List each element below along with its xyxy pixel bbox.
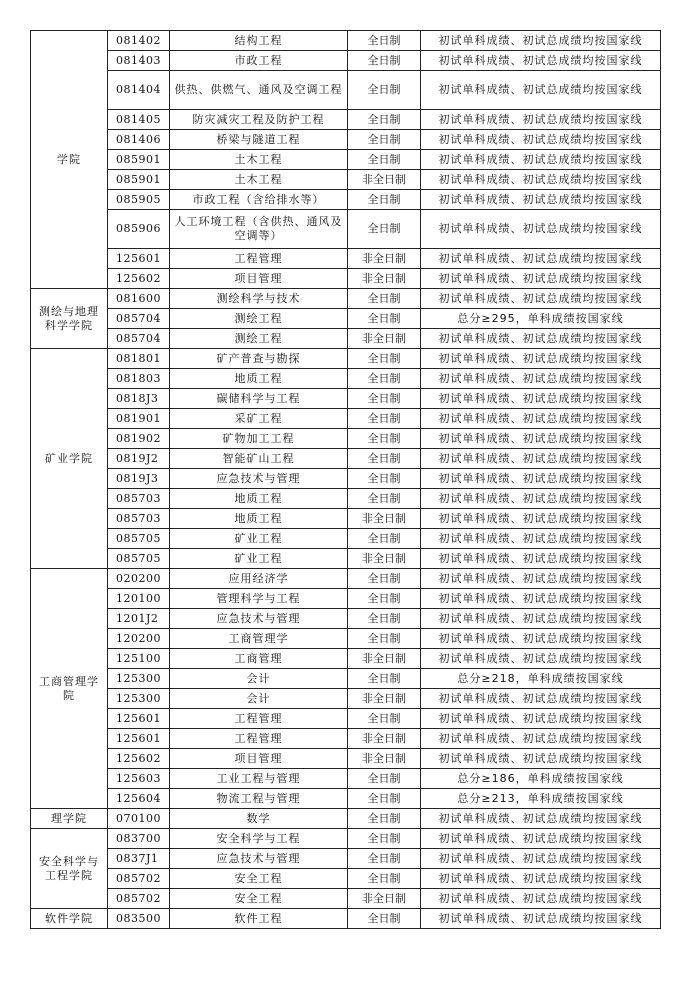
table-row <box>31 909 661 929</box>
table-row <box>31 71 661 110</box>
code-cell: 085704 <box>108 309 170 329</box>
table-row <box>31 31 661 51</box>
major-cell: 桥梁与隧道工程 <box>170 130 348 150</box>
table-row <box>31 789 661 809</box>
code-cell: 020200 <box>108 569 170 589</box>
study-mode-cell: 全日制 <box>348 210 421 249</box>
requirement-cell: 初试单科成绩、初试总成绩均按国家线 <box>421 329 661 349</box>
requirement-cell: 初试单科成绩、初试总成绩均按国家线 <box>421 409 661 429</box>
college-cell: 软件学院 <box>31 909 108 929</box>
major-cell: 工程管理 <box>170 709 348 729</box>
code-cell: 125602 <box>108 269 170 289</box>
table-row <box>31 269 661 289</box>
admission-score-table <box>30 30 661 929</box>
code-cell: 1201J2 <box>108 609 170 629</box>
code-cell: 0837J1 <box>108 849 170 869</box>
major-cell: 物流工程与管理 <box>170 789 348 809</box>
study-mode-cell: 非全日制 <box>348 329 421 349</box>
requirement-cell: 初试单科成绩、初试总成绩均按国家线 <box>421 150 661 170</box>
study-mode-cell: 全日制 <box>348 709 421 729</box>
major-cell: 测绘工程 <box>170 329 348 349</box>
requirement-cell: 初试单科成绩、初试总成绩均按国家线 <box>421 210 661 249</box>
table-row <box>31 249 661 269</box>
requirement-cell: 初试单科成绩、初试总成绩均按国家线 <box>421 369 661 389</box>
table-row <box>31 110 661 130</box>
study-mode-cell: 非全日制 <box>348 749 421 769</box>
study-mode-cell: 非全日制 <box>348 170 421 190</box>
major-cell: 市政工程 <box>170 51 348 71</box>
study-mode-cell: 全日制 <box>348 529 421 549</box>
major-cell: 矿物加工工程 <box>170 429 348 449</box>
requirement-cell: 初试单科成绩、初试总成绩均按国家线 <box>421 709 661 729</box>
code-cell: 083500 <box>108 909 170 929</box>
college-cell: 学院 <box>31 31 108 289</box>
requirement-cell: 总分≥295，单科成绩按国家线 <box>421 309 661 329</box>
major-cell: 测绘工程 <box>170 309 348 329</box>
requirement-cell: 初试单科成绩、初试总成绩均按国家线 <box>421 829 661 849</box>
table-row <box>31 829 661 849</box>
college-cell: 工商管理学院 <box>31 569 108 809</box>
study-mode-cell: 全日制 <box>348 829 421 849</box>
study-mode-cell: 全日制 <box>348 769 421 789</box>
table-row <box>31 309 661 329</box>
major-cell: 矿业工程 <box>170 549 348 569</box>
requirement-cell: 初试单科成绩、初试总成绩均按国家线 <box>421 249 661 269</box>
code-cell: 081600 <box>108 289 170 309</box>
study-mode-cell: 全日制 <box>348 31 421 51</box>
requirement-cell: 初试单科成绩、初试总成绩均按国家线 <box>421 529 661 549</box>
college-cell: 理学院 <box>31 809 108 829</box>
major-cell: 项目管理 <box>170 749 348 769</box>
major-cell: 供热、供燃气、通风及空调工程 <box>170 71 348 110</box>
study-mode-cell: 全日制 <box>348 449 421 469</box>
major-cell: 智能矿山工程 <box>170 449 348 469</box>
study-mode-cell: 非全日制 <box>348 509 421 529</box>
major-cell: 应急技术与管理 <box>170 609 348 629</box>
requirement-cell: 初试单科成绩、初试总成绩均按国家线 <box>421 689 661 709</box>
table-row <box>31 210 661 249</box>
code-cell: 125601 <box>108 249 170 269</box>
requirement-cell: 总分≥186，单科成绩按国家线 <box>421 769 661 789</box>
table-row <box>31 469 661 489</box>
table-row <box>31 869 661 889</box>
code-cell: 070100 <box>108 809 170 829</box>
table-body <box>31 31 661 929</box>
requirement-cell: 初试单科成绩、初试总成绩均按国家线 <box>421 909 661 929</box>
major-cell: 会计 <box>170 689 348 709</box>
code-cell: 120100 <box>108 589 170 609</box>
code-cell: 085702 <box>108 889 170 909</box>
code-cell: 0818J3 <box>108 389 170 409</box>
requirement-cell: 初试单科成绩、初试总成绩均按国家线 <box>421 749 661 769</box>
code-cell: 085703 <box>108 489 170 509</box>
table-row <box>31 689 661 709</box>
major-cell: 应急技术与管理 <box>170 469 348 489</box>
study-mode-cell: 非全日制 <box>348 729 421 749</box>
study-mode-cell: 非全日制 <box>348 689 421 709</box>
table-row <box>31 409 661 429</box>
study-mode-cell: 全日制 <box>348 589 421 609</box>
study-mode-cell: 全日制 <box>348 409 421 429</box>
study-mode-cell: 全日制 <box>348 489 421 509</box>
code-cell: 081803 <box>108 369 170 389</box>
study-mode-cell: 全日制 <box>348 130 421 150</box>
major-cell: 工程管理 <box>170 249 348 269</box>
table-row <box>31 529 661 549</box>
major-cell: 结构工程 <box>170 31 348 51</box>
requirement-cell: 初试单科成绩、初试总成绩均按国家线 <box>421 849 661 869</box>
table-row <box>31 889 661 909</box>
table-row <box>31 190 661 210</box>
major-cell: 安全科学与工程 <box>170 829 348 849</box>
major-cell: 地质工程 <box>170 489 348 509</box>
code-cell: 085702 <box>108 869 170 889</box>
major-cell: 应急技术与管理 <box>170 849 348 869</box>
code-cell: 125604 <box>108 789 170 809</box>
table-row <box>31 569 661 589</box>
code-cell: 125602 <box>108 749 170 769</box>
table-row <box>31 669 661 689</box>
code-cell: 125300 <box>108 689 170 709</box>
study-mode-cell: 非全日制 <box>348 649 421 669</box>
table-row <box>31 429 661 449</box>
college-cell: 矿业学院 <box>31 349 108 569</box>
study-mode-cell: 全日制 <box>348 110 421 130</box>
major-cell: 工业工程与管理 <box>170 769 348 789</box>
study-mode-cell: 全日制 <box>348 289 421 309</box>
table-row <box>31 549 661 569</box>
study-mode-cell: 全日制 <box>348 71 421 110</box>
code-cell: 085703 <box>108 509 170 529</box>
code-cell: 0819J3 <box>108 469 170 489</box>
code-cell: 085705 <box>108 549 170 569</box>
study-mode-cell: 全日制 <box>348 429 421 449</box>
major-cell: 碳储科学与工程 <box>170 389 348 409</box>
table-row <box>31 449 661 469</box>
major-cell: 采矿工程 <box>170 409 348 429</box>
study-mode-cell: 全日制 <box>348 789 421 809</box>
code-cell: 081902 <box>108 429 170 449</box>
table-row <box>31 609 661 629</box>
code-cell: 083700 <box>108 829 170 849</box>
table-row <box>31 289 661 309</box>
table-row <box>31 769 661 789</box>
requirement-cell: 初试单科成绩、初试总成绩均按国家线 <box>421 549 661 569</box>
requirement-cell: 初试单科成绩、初试总成绩均按国家线 <box>421 729 661 749</box>
study-mode-cell: 全日制 <box>348 389 421 409</box>
major-cell: 测绘科学与技术 <box>170 289 348 309</box>
major-cell: 工商管理 <box>170 649 348 669</box>
major-cell: 应用经济学 <box>170 569 348 589</box>
table-row <box>31 489 661 509</box>
table-row <box>31 170 661 190</box>
major-cell: 人工环境工程（含供热、通风及空调等） <box>170 210 348 249</box>
requirement-cell: 初试单科成绩、初试总成绩均按国家线 <box>421 629 661 649</box>
study-mode-cell: 全日制 <box>348 51 421 71</box>
requirement-cell: 初试单科成绩、初试总成绩均按国家线 <box>421 130 661 150</box>
study-mode-cell: 全日制 <box>348 629 421 649</box>
code-cell: 085705 <box>108 529 170 549</box>
major-cell: 工商管理学 <box>170 629 348 649</box>
code-cell: 125300 <box>108 669 170 689</box>
table-row <box>31 849 661 869</box>
code-cell: 125601 <box>108 729 170 749</box>
requirement-cell: 初试单科成绩、初试总成绩均按国家线 <box>421 51 661 71</box>
requirement-cell: 初试单科成绩、初试总成绩均按国家线 <box>421 889 661 909</box>
study-mode-cell: 全日制 <box>348 849 421 869</box>
requirement-cell: 初试单科成绩、初试总成绩均按国家线 <box>421 429 661 449</box>
major-cell: 会计 <box>170 669 348 689</box>
major-cell: 安全工程 <box>170 869 348 889</box>
major-cell: 管理科学与工程 <box>170 589 348 609</box>
table-row <box>31 349 661 369</box>
table-row <box>31 150 661 170</box>
table-row <box>31 329 661 349</box>
major-cell: 项目管理 <box>170 269 348 289</box>
major-cell: 安全工程 <box>170 889 348 909</box>
table-row <box>31 369 661 389</box>
requirement-cell: 初试单科成绩、初试总成绩均按国家线 <box>421 71 661 110</box>
study-mode-cell: 全日制 <box>348 369 421 389</box>
requirement-cell: 初试单科成绩、初试总成绩均按国家线 <box>421 469 661 489</box>
major-cell: 土木工程 <box>170 150 348 170</box>
study-mode-cell: 全日制 <box>348 809 421 829</box>
table-row <box>31 809 661 829</box>
requirement-cell: 初试单科成绩、初试总成绩均按国家线 <box>421 389 661 409</box>
code-cell: 085901 <box>108 150 170 170</box>
table-row <box>31 51 661 71</box>
table-row <box>31 629 661 649</box>
major-cell: 地质工程 <box>170 369 348 389</box>
code-cell: 085906 <box>108 210 170 249</box>
requirement-cell: 初试单科成绩、初试总成绩均按国家线 <box>421 489 661 509</box>
code-cell: 085901 <box>108 170 170 190</box>
code-cell: 125601 <box>108 709 170 729</box>
table-row <box>31 749 661 769</box>
requirement-cell: 初试单科成绩、初试总成绩均按国家线 <box>421 869 661 889</box>
code-cell: 125603 <box>108 769 170 789</box>
major-cell: 软件工程 <box>170 909 348 929</box>
requirement-cell: 初试单科成绩、初试总成绩均按国家线 <box>421 31 661 51</box>
table-row <box>31 389 661 409</box>
code-cell: 0819J2 <box>108 449 170 469</box>
study-mode-cell: 非全日制 <box>348 549 421 569</box>
table-row <box>31 509 661 529</box>
study-mode-cell: 全日制 <box>348 150 421 170</box>
code-cell: 081901 <box>108 409 170 429</box>
study-mode-cell: 全日制 <box>348 309 421 329</box>
requirement-cell: 初试单科成绩、初试总成绩均按国家线 <box>421 349 661 369</box>
code-cell: 081801 <box>108 349 170 369</box>
study-mode-cell: 全日制 <box>348 909 421 929</box>
table-row <box>31 729 661 749</box>
study-mode-cell: 非全日制 <box>348 249 421 269</box>
study-mode-cell: 非全日制 <box>348 889 421 909</box>
major-cell: 土木工程 <box>170 170 348 190</box>
code-cell: 120200 <box>108 629 170 649</box>
major-cell: 数学 <box>170 809 348 829</box>
study-mode-cell: 全日制 <box>348 349 421 369</box>
major-cell: 矿产普查与勘探 <box>170 349 348 369</box>
code-cell: 081404 <box>108 71 170 110</box>
requirement-cell: 初试单科成绩、初试总成绩均按国家线 <box>421 170 661 190</box>
table-row <box>31 130 661 150</box>
major-cell: 矿业工程 <box>170 529 348 549</box>
requirement-cell: 初试单科成绩、初试总成绩均按国家线 <box>421 289 661 309</box>
requirement-cell: 总分≥218，单科成绩按国家线 <box>421 669 661 689</box>
college-cell: 安全科学与工程学院 <box>31 829 108 909</box>
college-cell: 测绘与地理科学学院 <box>31 289 108 349</box>
table-row <box>31 709 661 729</box>
code-cell: 081405 <box>108 110 170 130</box>
study-mode-cell: 全日制 <box>348 669 421 689</box>
requirement-cell: 初试单科成绩、初试总成绩均按国家线 <box>421 649 661 669</box>
study-mode-cell: 非全日制 <box>348 269 421 289</box>
code-cell: 125100 <box>108 649 170 669</box>
requirement-cell: 初试单科成绩、初试总成绩均按国家线 <box>421 509 661 529</box>
major-cell: 防灾减灾工程及防护工程 <box>170 110 348 130</box>
study-mode-cell: 全日制 <box>348 569 421 589</box>
requirement-cell: 总分≥213，单科成绩按国家线 <box>421 789 661 809</box>
requirement-cell: 初试单科成绩、初试总成绩均按国家线 <box>421 589 661 609</box>
study-mode-cell: 全日制 <box>348 190 421 210</box>
code-cell: 081402 <box>108 31 170 51</box>
study-mode-cell: 全日制 <box>348 469 421 489</box>
requirement-cell: 初试单科成绩、初试总成绩均按国家线 <box>421 190 661 210</box>
requirement-cell: 初试单科成绩、初试总成绩均按国家线 <box>421 609 661 629</box>
table-row <box>31 649 661 669</box>
requirement-cell: 初试单科成绩、初试总成绩均按国家线 <box>421 809 661 829</box>
study-mode-cell: 全日制 <box>348 869 421 889</box>
requirement-cell: 初试单科成绩、初试总成绩均按国家线 <box>421 110 661 130</box>
major-cell: 地质工程 <box>170 509 348 529</box>
code-cell: 081403 <box>108 51 170 71</box>
study-mode-cell: 全日制 <box>348 609 421 629</box>
requirement-cell: 初试单科成绩、初试总成绩均按国家线 <box>421 269 661 289</box>
requirement-cell: 初试单科成绩、初试总成绩均按国家线 <box>421 569 661 589</box>
requirement-cell: 初试单科成绩、初试总成绩均按国家线 <box>421 449 661 469</box>
code-cell: 081406 <box>108 130 170 150</box>
major-cell: 市政工程（含给排水等） <box>170 190 348 210</box>
table-row <box>31 589 661 609</box>
code-cell: 085905 <box>108 190 170 210</box>
major-cell: 工程管理 <box>170 729 348 749</box>
code-cell: 085704 <box>108 329 170 349</box>
